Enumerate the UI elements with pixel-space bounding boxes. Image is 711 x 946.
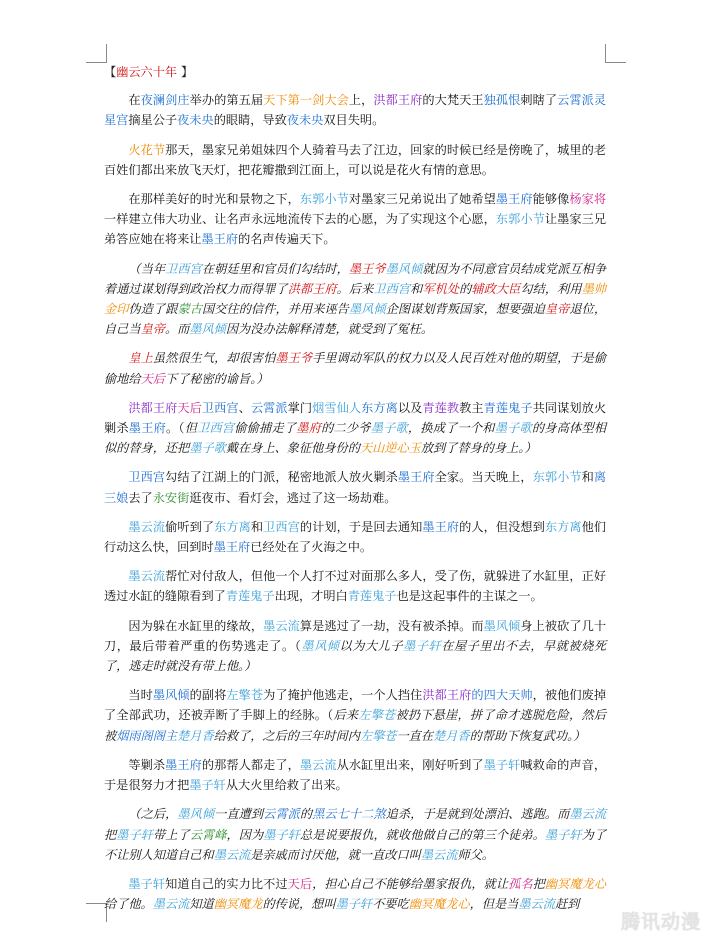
text-run: 在那样美好的时光和景物之下，: [128, 192, 300, 207]
highlighted-term: 墨云流: [128, 569, 166, 584]
text-run: 以及: [397, 400, 423, 415]
text-run: 就因为不同意官员结成党派互相争着通过谋划得到政治权力而得罪了: [104, 261, 607, 296]
highlighted-term: 东郭小节: [495, 212, 545, 227]
section-heading: [104, 62, 606, 82]
highlighted-term: 左擎苍: [359, 728, 397, 743]
text-run: 的二少爷: [321, 421, 371, 436]
highlighted-term: 卫西宫: [201, 400, 239, 415]
highlighted-term: 东方离: [214, 519, 251, 534]
highlighted-term: 夜未央: [177, 113, 214, 128]
highlighted-term: 墨王府: [422, 519, 460, 534]
text-run: 去了: [128, 490, 153, 505]
highlighted-term: 青莲鬼子: [225, 589, 275, 604]
highlighted-term: 孤名: [508, 876, 533, 891]
highlighted-term: 云霄派: [557, 93, 594, 108]
highlighted-term: 墨云流: [299, 757, 337, 772]
text-run: 赶到: [554, 897, 580, 912]
highlighted-term: 墨云流: [128, 519, 166, 534]
highlighted-term: 幽冥魔龙心: [544, 876, 607, 891]
highlighted-term: 墨云流: [213, 847, 251, 862]
text-run: 是亲戚而讨厌他，就一直改口叫: [250, 847, 421, 862]
text-run: 的计划，于是回去通知: [299, 519, 423, 534]
paragraph: [104, 685, 606, 746]
text-run: 。而: [164, 322, 190, 337]
paragraph: [104, 398, 606, 459]
text-run: 总是说要报仇，就收他做自己的第三个徒弟。: [300, 827, 545, 842]
text-run: 师父。: [457, 847, 494, 862]
highlighted-term: 独孤恨: [483, 93, 521, 108]
highlighted-term: 墨云流: [518, 897, 555, 912]
text-run: 但: [184, 421, 198, 436]
highlighted-term: 墨云流: [569, 807, 607, 822]
text-run: 。后来: [336, 281, 374, 296]
highlighted-term: 皇帝: [140, 322, 165, 337]
heading-close-bracket: 】: [177, 65, 194, 79]
highlighted-term: 夜澜剑庄: [140, 93, 190, 108]
text-run: 的: [459, 281, 472, 296]
highlighted-term: 青莲鬼子: [347, 589, 397, 604]
highlighted-term: 军机处: [422, 281, 460, 296]
text-run: 帮忙对付敌人，但他一个人打不过对面那么多人，受了伤，就躲进了水缸里，正好透过水缸的缝隙看到了: [104, 569, 607, 604]
paragraph: [104, 874, 606, 914]
highlighted-term: 杨家将: [569, 192, 607, 207]
text-run: 勾结，利用: [520, 281, 582, 296]
text-run: 上，: [348, 93, 374, 108]
text-run: 追杀，于是就到处漂泊、逃跑。而: [385, 807, 570, 822]
text-run: 把: [532, 876, 545, 891]
text-run: 对墨家三兄弟说出了她希望: [348, 192, 496, 207]
highlighted-term: 蒙古: [177, 302, 202, 317]
paragraph: [104, 259, 606, 340]
text-run: 的大梵天王: [422, 93, 484, 108]
highlighted-term: 东郭小节: [299, 192, 349, 207]
text-run: 教主: [459, 400, 484, 415]
highlighted-term: 云霄派: [250, 400, 288, 415]
text-run: 的那帮人都走了，: [201, 757, 300, 772]
highlighted-term: 墨风倾: [483, 618, 521, 633]
text-run: 掌门: [287, 400, 313, 415]
text-run: 以为大儿子: [339, 638, 404, 653]
text-run: 给救了，之后的三年时间内: [213, 728, 360, 743]
text-run: 的眼睛，导致: [213, 113, 287, 128]
highlighted-term: 皇帝: [544, 302, 570, 317]
text-run: ，因为: [226, 827, 264, 842]
text-run: 全家。当天晚上，: [434, 470, 533, 485]
text-run: 退位，自己当: [104, 302, 607, 337]
text-run: 那天，墨家兄弟姐妹四个人骑着马去了江边，回家的时候已经是傍晚了，城里的老百姓们都出来放飞天灯，把花瓣撒到江面上，可以说是花火有情的意思。: [104, 142, 607, 177]
text-run: 放到了替身的身上。）: [420, 441, 537, 456]
text-run: 知道: [189, 897, 214, 912]
text-run: 一直遭到: [214, 807, 264, 822]
document-body: [104, 62, 606, 923]
highlighted-term: 东郭小节: [532, 470, 582, 485]
text-run: ，换成了一个和: [407, 421, 495, 436]
highlighted-term: 墨子歌: [189, 441, 226, 456]
text-run: 能够像: [532, 192, 570, 207]
crop-mark-top-right: [605, 44, 626, 63]
text-run: 的副将: [189, 688, 227, 703]
highlighted-term: 墨子轩: [189, 778, 226, 793]
highlighted-term: 墨云流: [152, 897, 190, 912]
highlighted-term: 墨王爷: [275, 351, 313, 366]
highlighted-term: 墨子歌: [494, 421, 532, 436]
highlighted-term: 洪都王府: [287, 281, 337, 296]
highlighted-term: 墨子轩: [483, 757, 521, 772]
paragraph: [104, 90, 606, 130]
highlighted-term: 墨子轩: [263, 827, 300, 842]
highlighted-term: 洪都王府: [128, 400, 178, 415]
highlighted-term: 楚月香: [433, 728, 470, 743]
text-run: 当时: [128, 688, 153, 703]
text-run: ，担心自己不能够给墨家报仇，就让: [312, 876, 509, 891]
text-run: 的传说，想叫: [262, 897, 336, 912]
text-run: 因为躲在水缸里的缘故，: [128, 618, 264, 633]
highlighted-term: 墨府: [296, 421, 322, 436]
text-run: 出现，才明白: [274, 589, 348, 604]
highlighted-term: 烟雪仙人: [312, 400, 362, 415]
paragraph: [104, 566, 606, 606]
highlighted-term: 墨风倾: [189, 322, 226, 337]
highlighted-term: 墨子轩: [403, 638, 442, 653]
highlighted-term: 墨子轩: [116, 827, 153, 842]
text-run: 和: [581, 470, 594, 485]
text-run: 和: [250, 519, 264, 534]
text-run: 刺瞎了: [520, 93, 558, 108]
highlighted-term: 墨风倾: [177, 807, 215, 822]
text-run: 和: [410, 281, 423, 296]
text-run: 一样建立伟大功业、让名声永远地流传下去的心愿，为了实现这个心愿，: [104, 212, 496, 227]
text-run: 偷偷捕走了: [234, 421, 297, 436]
paragraph: [104, 616, 606, 677]
text-run: 国交往的信件，并用来诬告: [201, 302, 349, 317]
text-run: 身上被砍了几十刀，最后带着严重的伤势逃走了。（: [104, 618, 607, 653]
highlighted-term: 墨风倾: [301, 638, 340, 653]
highlighted-term: 火花节: [128, 142, 166, 157]
highlighted-term: 离三娘: [104, 470, 607, 505]
text-run: 一直在: [396, 728, 434, 743]
highlighted-term: 天山逆心玉: [359, 441, 421, 456]
highlighted-term: 幽冥魔龙心: [408, 897, 470, 912]
text-run: 伪造了跟: [128, 302, 178, 317]
text-run: 为了不让别人知道自己和: [104, 827, 607, 862]
text-run: 在朝廷里和官员们勾结时，: [201, 261, 349, 276]
highlighted-term: 墨云流: [420, 847, 458, 862]
text-run: 也是这起事件的主谋之一。: [396, 589, 543, 604]
highlighted-term: 洪都王府: [373, 93, 423, 108]
text-run: 的: [299, 807, 313, 822]
text-run: 、: [238, 400, 251, 415]
highlighted-term: 青莲鬼子: [483, 400, 533, 415]
paragraph-list: [104, 90, 606, 914]
text-run: 。（: [166, 421, 185, 436]
highlighted-term: 黑云七十二煞: [312, 807, 386, 822]
highlighted-term: 烟雨阁阁主: [116, 728, 178, 743]
text-run: 给了他。: [104, 897, 153, 912]
highlighted-term: 天后: [140, 371, 165, 386]
text-run: 在屋子里出不去，早就被烧死了，逃走时就没有带上他。）: [104, 638, 607, 674]
text-run: 算是逃过了一劫，没有被杀掉。而: [299, 618, 484, 633]
highlighted-term: 左擎苍: [358, 708, 396, 723]
highlighted-term: 灵星宫: [104, 93, 607, 128]
highlighted-term: 楚月香: [177, 728, 214, 743]
text-run: 勾结了江湖上的门派，秘密地派人放火剿杀: [165, 470, 398, 485]
heading-open-bracket: 【: [104, 65, 117, 79]
text-run: 已经处在了火海之中。: [250, 540, 373, 555]
paragraph: [104, 755, 606, 795]
highlighted-term: 左擎苍: [226, 688, 264, 703]
paragraph: [104, 804, 606, 865]
highlighted-term: 墨风倾: [348, 302, 386, 317]
text-run: 戴在身上、象征他身份的: [225, 441, 360, 456]
highlighted-term: 墨子轩: [544, 827, 582, 842]
highlighted-term: 永安街: [152, 490, 190, 505]
text-run: 为了掩护他逃走，一个人挡住: [263, 688, 423, 703]
highlighted-term: 墨帅金印: [104, 281, 607, 317]
highlighted-term: 的四大天帅: [471, 688, 533, 703]
highlighted-term: 卫西宫: [197, 421, 235, 436]
text-run: 逛夜市、看灯会，逃过了这一场劫难。: [189, 490, 397, 505]
text-run: 下了秘密的谕旨。）: [164, 371, 269, 386]
text-run: 企图谋划背叛国家，想要强迫: [385, 302, 545, 317]
text-run: 在: [128, 93, 141, 108]
highlighted-term: 天后: [177, 400, 202, 415]
text-run: 把: [104, 827, 117, 842]
highlighted-term: 墨风倾: [385, 261, 423, 276]
highlighted-term: 墨王府: [165, 757, 202, 772]
text-run: 从大火里给救了出来。: [225, 778, 348, 793]
text-run: 手里调动军队的权力以及人民百姓对他的期望，于是偷偷地给: [104, 351, 607, 386]
text-run: 被扔下悬崖，拼了命才逃脱危险，然后被: [104, 708, 607, 743]
highlighted-term: 东方离: [361, 400, 398, 415]
text-run: 的帮助下恢复武功。）: [469, 728, 586, 743]
text-run: 他们行动这么快，回到时: [104, 519, 607, 555]
text-run: 举办的第五届: [189, 93, 264, 108]
text-run: 的人，但没想到: [459, 519, 545, 534]
text-run: 因为没办法解释清楚，就受到了冤枉。: [225, 322, 434, 337]
text-run: 的名声传遍天下。: [238, 232, 336, 247]
text-run: （之后，: [128, 807, 178, 822]
text-run: 偷听到了: [165, 519, 215, 534]
highlighted-term: 卫西宫: [165, 261, 202, 276]
highlighted-term: 墨王府: [397, 470, 435, 485]
text-run: 从水缸里出来，刚好听到了: [336, 757, 484, 772]
text-run: 摘星公子: [128, 113, 178, 128]
highlighted-term: 卫西宫: [263, 519, 300, 534]
text-run: 等剿杀: [128, 757, 166, 772]
highlighted-term: 洪都王府: [422, 688, 472, 703]
text-run: ，被他们废掉了全部武功，还被弄断了手脚上的经脉。（: [104, 688, 607, 723]
crop-mark-top-left: [86, 44, 107, 63]
highlighted-term: 天后: [287, 876, 313, 891]
highlighted-term: 墨风倾: [152, 688, 190, 703]
text-run: 的身高体型相似的替身，还把: [104, 421, 607, 456]
highlighted-term: 墨王府: [495, 192, 533, 207]
text-run: 让墨家三兄弟答应她在将来让: [104, 212, 607, 247]
text-run: 喊救命的声音，于是很努力才把: [104, 757, 607, 793]
highlighted-term: 墨子歌: [370, 421, 408, 436]
highlighted-term: 皇上: [128, 351, 153, 366]
watermark-logo: 腾讯动漫: [620, 911, 701, 933]
text-run: 共同谋划放火剿杀: [104, 400, 607, 436]
paragraph: [104, 517, 606, 557]
heading-title: 幽云六十年: [116, 65, 178, 79]
highlighted-term: 云霄峰: [189, 827, 227, 842]
text-run: 带上了: [153, 827, 190, 842]
paragraph: [104, 140, 606, 180]
text-run: 知道自己的实力比不过: [165, 876, 288, 891]
paragraph: [104, 467, 606, 507]
highlighted-term: 青莲教: [422, 400, 460, 415]
highlighted-term: 夜未央: [286, 113, 324, 128]
paragraph: [104, 348, 606, 388]
highlighted-term: 卫西宫: [128, 470, 166, 485]
highlighted-term: 墨王爷: [348, 261, 386, 276]
text-run: 不要吃: [372, 897, 409, 912]
paragraph: [104, 189, 606, 250]
highlighted-term: 墨子轩: [335, 897, 373, 912]
highlighted-term: 墨王府: [201, 232, 239, 247]
highlighted-term: 墨王府: [128, 421, 166, 436]
text-run: ，但是当: [469, 897, 519, 912]
text-run: 虽然很生气，却很害怕: [152, 351, 276, 366]
highlighted-term: 云霄派: [263, 807, 300, 822]
highlighted-term: 天下第一剑大会: [263, 93, 349, 108]
highlighted-term: 幽冥魔龙: [213, 897, 263, 912]
highlighted-term: 墨云流: [263, 618, 300, 633]
highlighted-term: 墨王府: [213, 540, 251, 555]
highlighted-term: 东方离: [544, 519, 582, 534]
highlighted-term: 卫西宫: [373, 281, 411, 296]
highlighted-term: 辅政大臣: [471, 281, 521, 296]
text-run: 后来: [333, 708, 359, 723]
text-run: （当年: [128, 261, 166, 276]
highlighted-term: 墨子轩: [128, 876, 166, 891]
text-run: 双目失明。: [323, 113, 385, 128]
